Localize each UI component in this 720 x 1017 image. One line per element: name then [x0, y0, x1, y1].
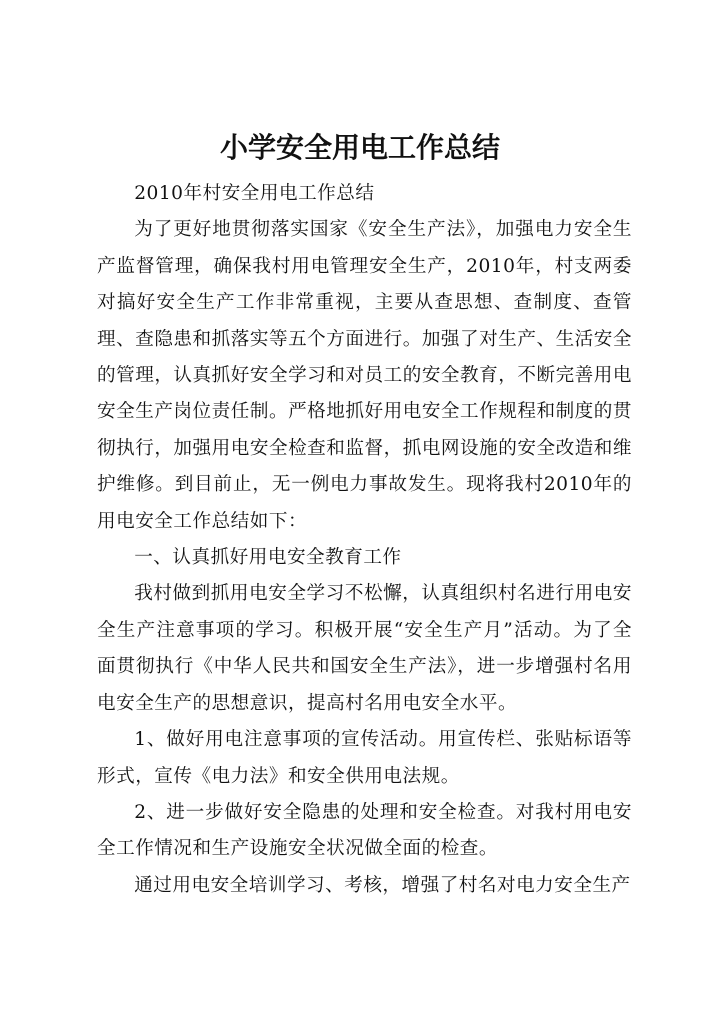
paragraph: 1、做好用电注意事项的宣传活动。用宣传栏、张贴标语等形式，宣传《电力法》和安全供用电法规。	[97, 729, 632, 787]
paragraph: 通过用电安全培训学习、考核，增强了村名对电力安全生产	[134, 874, 631, 896]
document-body	[97, 176, 632, 904]
paragraph-intro: 为了更好地贯彻落实国家《安全生产法》，加强电力安全生产监督管理，确保我村用电管理安全生产，2010年，村支两委对搞好安全生产工作非常重视，主要从查思想、查制度、查管理、查隐患和抓落实等五个方面进行。加强了对生产、生活安全的管理，认真抓好安全学习和对员工的安全教育，不断完善用电安全生产岗位责任制。严格地抓好用电安全工作规程和制度的贯彻执行，加强用电安全检查和监督，抓电网设施的安全改造和维护维修。到目前止，无一例电力事故发生。现将我村2010年的用电安全工作总结如下：	[97, 219, 632, 532]
document-title: 小学安全用电工作总结	[219, 131, 500, 164]
section-heading: 一、认真抓好用电安全教育工作	[134, 547, 402, 569]
paragraph-subtitle: 2010年村安全用电工作总结	[134, 183, 375, 204]
paragraph: 2、进一步做好安全隐患的处理和安全检查。对我村用电安全工作情况和生产设施安全状况做全面的检查。	[97, 801, 632, 860]
paragraph: 我村做到抓用电安全学习不松懈，认真组织村名进行用电安全生产注意事项的学习。积极开展“安全生产月”活动。为了全面贯彻执行《中华人民共和国安全生产法》，进一步增强村名用电安全生产的思想意识，提高村名用电安全水平。	[97, 583, 632, 714]
